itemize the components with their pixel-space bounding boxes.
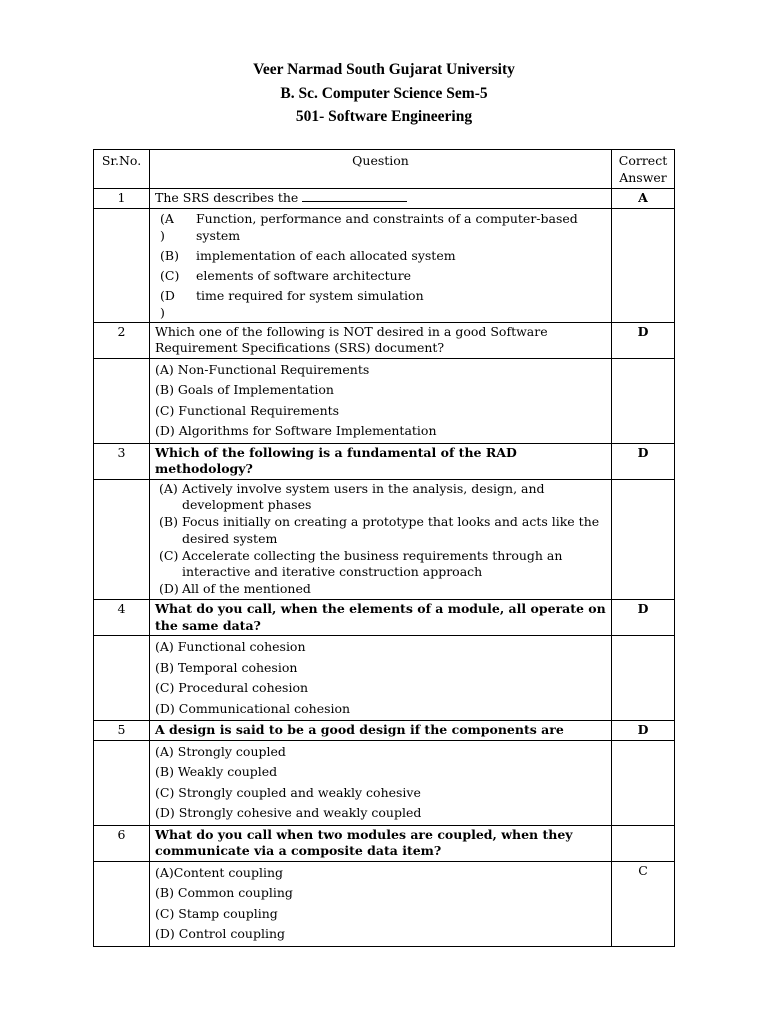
question-number: 4 (94, 600, 150, 636)
answer-blank (302, 190, 407, 202)
question-number: 3 (94, 443, 150, 479)
document-header (0, 58, 768, 129)
correct-answer: A (612, 189, 675, 209)
correct-answer: D (612, 443, 675, 479)
option-text: Accelerate collecting the business requirements through an interactive and iterative construction approach (182, 547, 563, 580)
correct-answer: C (612, 861, 675, 946)
col-header-answer-line2: Answer (619, 169, 667, 185)
question-text: Which of the following is a fundamental of the RAD methodology? (150, 443, 612, 479)
course-name: B. Sc. Computer Science Sem-5 (280, 84, 488, 102)
option-label: (D) (159, 581, 179, 597)
correct-answer: D (612, 600, 675, 636)
options-row (94, 861, 675, 946)
option-item: (D) Algorithms for Software Implementation (155, 423, 437, 438)
option-text: Actively involve system users in the analysis, design, and development phases (182, 480, 545, 513)
option-item: (D) Control coupling (155, 926, 286, 942)
options-row (94, 740, 675, 825)
option-item: (C) Functional Requirements (155, 402, 340, 418)
option-text: elements of software architecture (196, 267, 412, 283)
option-item: (A) Functional cohesion (155, 639, 306, 655)
col-header-question: Question (150, 150, 612, 189)
option-label: (A ) (160, 210, 174, 243)
question-row (94, 189, 675, 209)
option-item: (B) Goals of Implementation (155, 382, 334, 397)
options-cell (150, 479, 612, 600)
option-item: (B) Weakly coupled (155, 764, 278, 780)
option-item: (C) Procedural cohesion (155, 680, 309, 696)
option-text: All of the mentioned (182, 581, 311, 597)
question-number: 2 (94, 322, 150, 358)
question-text: What do you call when two modules are coupled, when they communicate via a composite data item? (150, 825, 612, 861)
option-item: (C) Stamp coupling (155, 905, 278, 921)
options-list (155, 481, 606, 599)
option-text: Focus initially on creating a prototype that looks and acts like the desired system (182, 514, 600, 546)
subject-name: 501- Software Engineering (295, 108, 473, 125)
option-item: (A)Content coupling (155, 864, 284, 880)
options-row (94, 358, 675, 443)
col-header-answer-line1: Correct (618, 153, 668, 168)
options-cell (150, 358, 612, 443)
option-item: (B) Common coupling (155, 885, 293, 901)
option-item: (D) Communicational cohesion (155, 700, 351, 716)
col-header-answer (612, 150, 675, 189)
question-number: 6 (94, 825, 150, 861)
option-label: (B) (159, 514, 178, 530)
option-item: (A) Strongly coupled (155, 743, 286, 759)
col-header-sr-no: Sr.No. (94, 150, 150, 189)
mcq-table (93, 149, 675, 947)
option-text: Function, performance and constraints of a computer-based system (196, 210, 578, 243)
option-text: implementation of each allocated system (196, 247, 456, 263)
question-text-content: The SRS describes the (155, 190, 299, 205)
options-cell (150, 208, 612, 322)
question-text: Which one of the following is NOT desired in a good Software Requirement Specifications (SRS) document? (150, 322, 612, 358)
options-row (94, 636, 675, 721)
option-label: (C) (159, 547, 179, 563)
option-label: (D ) (160, 287, 175, 320)
options-cell (150, 636, 612, 721)
question-text: A design is said to be a good design if the components are (150, 721, 612, 741)
question-row (94, 600, 675, 636)
table-header-row (94, 150, 675, 189)
question-row (94, 825, 675, 861)
options-list (155, 210, 606, 321)
option-item: (A) Non-Functional Requirements (155, 361, 370, 377)
question-number: 1 (94, 189, 150, 209)
question-row (94, 443, 675, 479)
question-text: What do you call, when the elements of a module, all operate on the same data? (150, 600, 612, 636)
correct-answer: D (612, 721, 675, 741)
question-row (94, 322, 675, 358)
options-cell (150, 861, 612, 946)
question-row (94, 721, 675, 741)
option-text: time required for system simulation (196, 287, 424, 303)
option-label: (B) (160, 247, 179, 263)
option-item: (B) Temporal cohesion (155, 659, 298, 675)
question-number: 5 (94, 721, 150, 741)
options-row (94, 208, 675, 322)
university-name: Veer Narmad South Gujarat University (253, 61, 515, 78)
option-label: (A) (159, 480, 178, 496)
option-label: (C) (160, 267, 180, 283)
correct-answer: D (612, 322, 675, 358)
question-text (150, 189, 612, 209)
options-cell (150, 740, 612, 825)
option-item: (C) Strongly coupled and weakly cohesive (155, 784, 421, 800)
option-item: (D) Strongly cohesive and weakly coupled (155, 805, 422, 821)
options-row (94, 479, 675, 600)
